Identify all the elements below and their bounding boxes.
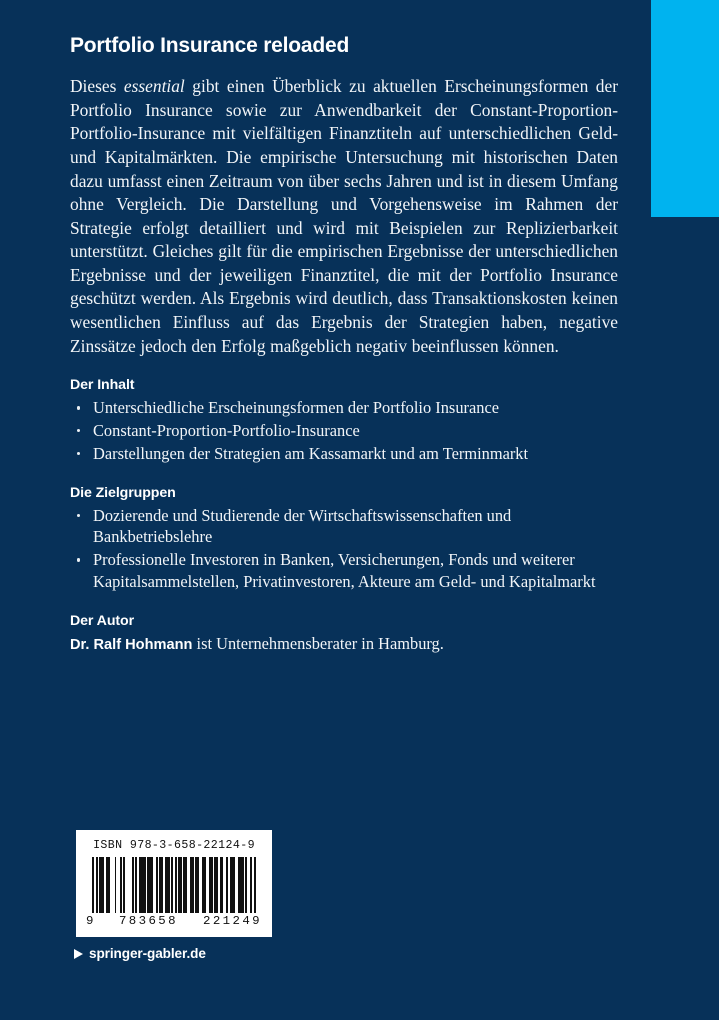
author-line [70,633,618,655]
section-heading-autor: Der Autor [70,612,134,629]
section-heading-zielgruppen: Die Zielgruppen [70,484,176,501]
barcode-area [76,830,272,937]
intro-lead: Dieses [70,76,124,97]
intro-paragraph [70,58,618,358]
author-description: ist Unternehmensberater in Hamburg. [192,633,444,653]
section-autor [70,613,618,655]
section-inhalt [70,377,618,464]
triangle-right-icon [74,949,83,959]
list-item: Unterschiedliche Erscheinungsformen der Portfolio Insurance [70,397,618,419]
barcode-box [76,830,272,937]
list-item: Darstellungen der Strategien am Kassamarkt und am Terminmarkt [70,443,618,465]
zielgruppen-list [70,505,618,593]
ean-first-digit: 9 [86,914,94,928]
list-item: Professionelle Investoren in Banken, Versicherungen, Fonds und weiterer Kapitalsammelstellen, Privatinvestoren, Akteure am Geld- und Kapitalmarkt [70,549,618,593]
intro-emphasis: essential [123,76,185,97]
ean-right-group: 221249 [202,914,262,928]
list-item: Constant-Proportion-Portfolio-Insurance [70,420,618,442]
publisher-website[interactable] [74,946,206,961]
ean-left-group: 783658 [118,914,178,928]
publisher-website-label: springer-gabler.de [89,946,206,961]
section-heading-inhalt: Der Inhalt [70,377,135,394]
inhalt-list [70,397,618,464]
isbn-label: ISBN 978-3-658-22124-9 [93,839,255,852]
intro-body: gibt einen Überblick zu aktuellen Erscheinungsformen der Portfolio Insurance sowie zur Anwendbarkeit der Constant-Proportion-Portfolio-Insurance mit vielfältigen Finanztiteln auf unterschiedlichen Geld- und Kapitalmärkten. Die empirische Untersuchung mit historischen Daten dazu umfasst einen Zeitraum von über sechs Jahren und ist in diesem Umfang ohne Vergleich. Die Darstellung und Vorgehensweise im Rahmen der Strategie erfolgt detailliert und wird mit Beispielen zur Replizierbarkeit unterstützt. Gleiches gilt für die empirischen Ergebnisse der unterschiedlichen Ergebnisse und der jeweiligen Finanztitel, die mit der Portfolio Insurance geschützt werden. Als Ergebnis wird deutlich, dass Transaktionskosten keinen wesentlichen Einfluss auf das Ergebnis der Strategien haben, negative Zinssätze jedoch den Erfolg maßgeblich negativ beeinflussen können. [70,76,619,356]
list-item: Dozierende und Studierende der Wirtschaftswissenschaften und Bankbetriebslehre [70,505,618,549]
content-column [70,0,618,655]
accent-block-cyan [651,0,719,217]
author-name: Dr. Ralf Hohmann [70,636,193,653]
barcode-bars [85,857,263,913]
ean-digits [85,914,263,928]
section-zielgruppen [70,485,618,593]
page-title: Portfolio Insurance reloaded [70,34,350,57]
